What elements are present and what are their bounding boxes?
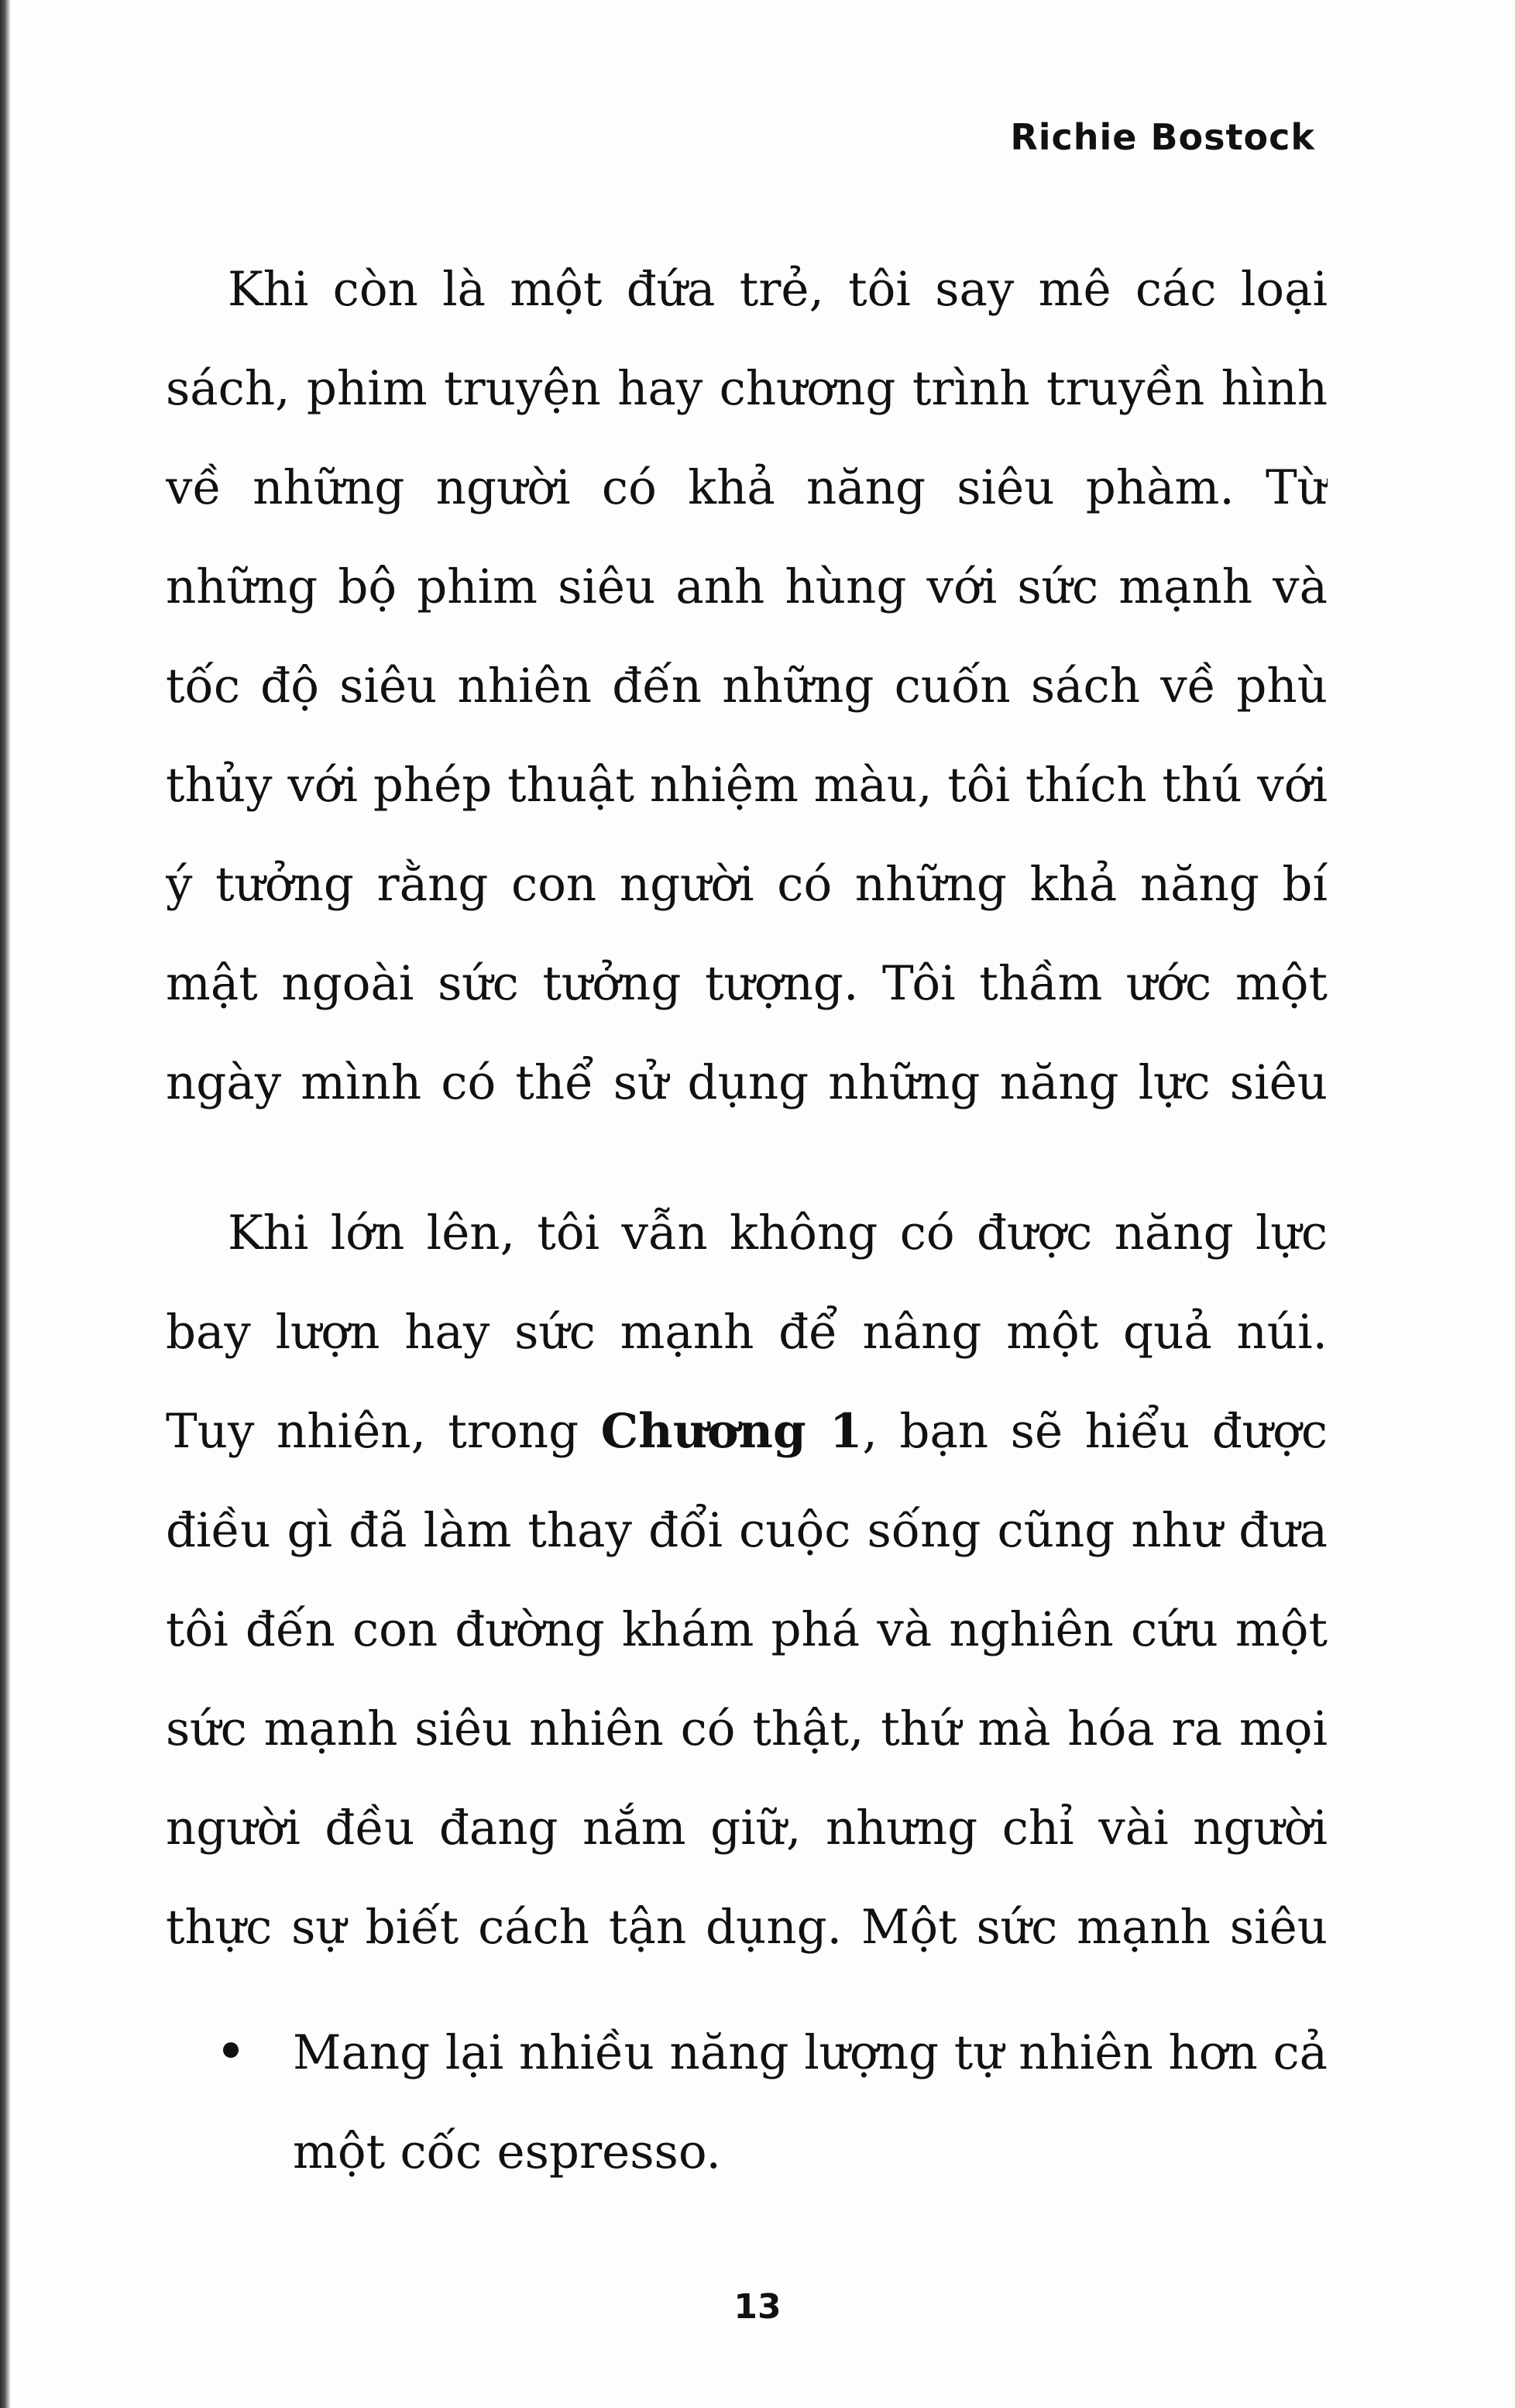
chapter-reference: Chương 1: [600, 1404, 863, 1459]
paragraph-2: [166, 1184, 1328, 1977]
bullet-list: [166, 2004, 1328, 2202]
bullet-dot-icon: [223, 2042, 239, 2058]
paragraph-2-text-after: , bạn sẽ hiểu được điều gì đã làm thay đổi cuộc sống cũng như đưa tôi đến con đường khám phá và nghiên cứu một sức mạnh siêu nhiên có thật, thứ mà hóa ra mọi người đều đang nắm giữ, nhưng chỉ vài người thực sự biết cách tận dụng. Một sức mạnh siêu: [166, 1404, 1328, 1955]
bullet-item-text: Mang lại nhiều năng lượng tự nhiên hơn cả một cốc espresso.: [293, 2025, 1328, 2179]
paragraph-2-text-before: Khi lớn lên, tôi vẫn không có được năng lực bay lượn hay sức mạnh để nâng một quả núi. Tuy nhiên, trong: [166, 1206, 1328, 1459]
bullet-item: [166, 2004, 1328, 2202]
paragraph-1: Khi còn là một đứa trẻ, tôi say mê các loại sách, phim truyện hay chương trình truyền hình về những người có khả năng siêu phàm. Từ những bộ phim siêu anh hùng với sức mạnh và tốc độ siêu nhiên đến những cuốn sách về phù thủy với phép thuật nhiệm màu, tôi thích thú với ý tưởng rằng con người có những khả năng bí mật ngoài sức tưởng tượng. Tôi thầm ước một ngày mình có thể sử dụng những năng lực siêu: [166, 262, 1328, 1110]
running-header-author: Richie Bostock: [1010, 116, 1315, 158]
body-text: [166, 240, 1328, 2202]
page-number: 13: [733, 2287, 782, 2327]
page-binding-edge: [0, 0, 11, 2408]
